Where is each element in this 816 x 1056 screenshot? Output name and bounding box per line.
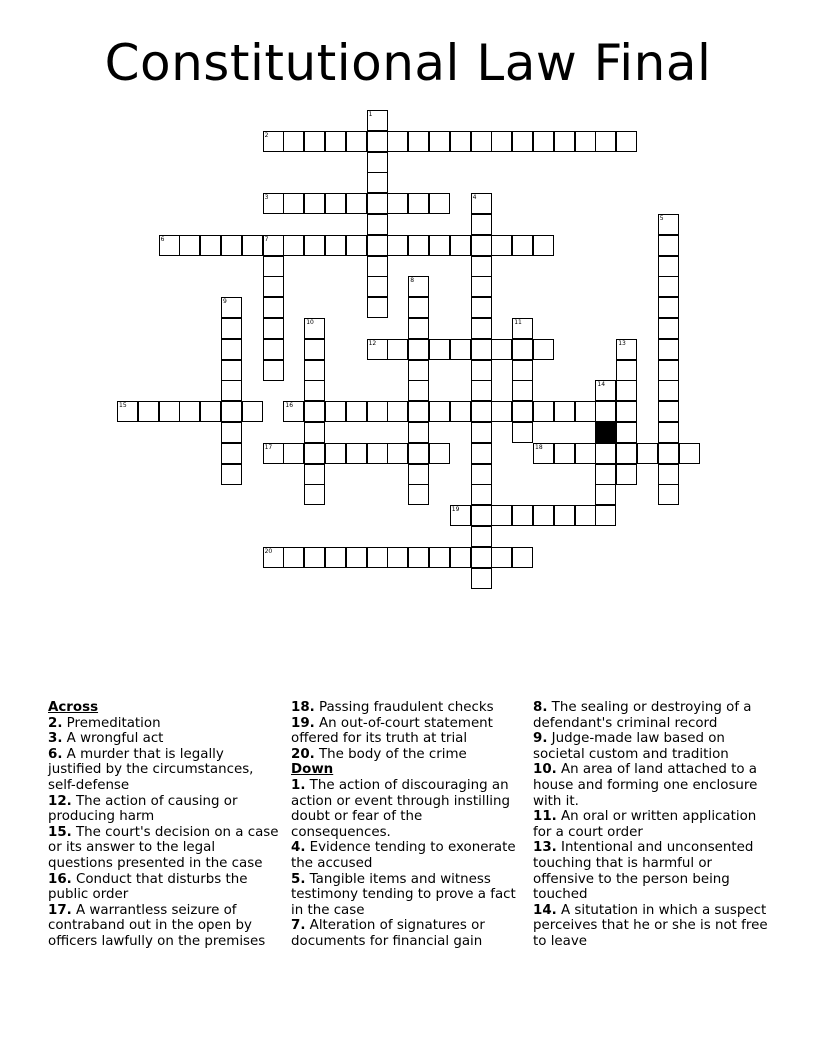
- grid-cell[interactable]: [263, 276, 284, 297]
- clue-text: The action of causing or producing harm: [48, 793, 238, 825]
- grid-cell[interactable]: [325, 131, 346, 152]
- clue-number: 9.: [533, 731, 548, 747]
- grid-cell[interactable]: [471, 131, 492, 152]
- clue-number: 5: [659, 215, 664, 222]
- grid-cell[interactable]: [429, 131, 450, 152]
- grid-cell[interactable]: [408, 276, 429, 297]
- grid-cell[interactable]: [429, 235, 450, 256]
- grid-cell[interactable]: [512, 401, 533, 422]
- clue-column-1: [48, 700, 280, 950]
- clue-number: 13: [618, 339, 626, 347]
- clue-across: [291, 700, 523, 716]
- grid-cell[interactable]: [512, 131, 533, 152]
- grid-cell[interactable]: [367, 235, 388, 256]
- clue-down: [291, 918, 523, 949]
- clue-number: 7.: [291, 918, 306, 934]
- grid-cell[interactable]: [159, 401, 180, 422]
- grid-cell[interactable]: [387, 193, 408, 214]
- grid-cell[interactable]: [533, 505, 554, 526]
- grid-cell[interactable]: [325, 401, 346, 422]
- clue-number: 8.: [533, 700, 548, 715]
- clue-number: 20.: [291, 746, 315, 762]
- clue-number: 14: [597, 381, 606, 389]
- grid-cell[interactable]: [533, 131, 554, 152]
- grid-cell[interactable]: [304, 131, 325, 152]
- grid-cell[interactable]: [387, 339, 408, 360]
- clue-down: [291, 872, 523, 919]
- grid-cell[interactable]: [429, 547, 450, 568]
- grid-cell[interactable]: [595, 464, 616, 485]
- clue-text: Conduct that disturbs the public order: [48, 871, 248, 903]
- clue-number: 4.: [291, 840, 306, 856]
- grid-cell[interactable]: [387, 443, 408, 464]
- grid-cell[interactable]: [575, 505, 596, 526]
- grid-cell[interactable]: [408, 235, 429, 256]
- grid-cell[interactable]: [408, 360, 429, 381]
- grid-cell[interactable]: [471, 235, 492, 256]
- grid-cell[interactable]: [575, 401, 596, 422]
- clue-number: 13.: [533, 840, 557, 856]
- grid-cell[interactable]: [283, 401, 304, 422]
- grid-cell[interactable]: [658, 318, 679, 339]
- grid-cell[interactable]: [200, 235, 221, 256]
- grid-cell[interactable]: [304, 360, 325, 381]
- clue-down: [533, 809, 771, 840]
- grid-cell[interactable]: [429, 401, 450, 422]
- grid-cell[interactable]: [325, 235, 346, 256]
- grid-cell[interactable]: [658, 464, 679, 485]
- grid-cell[interactable]: [408, 422, 429, 443]
- grid-cell[interactable]: [616, 131, 637, 152]
- grid-cell[interactable]: [221, 401, 242, 422]
- grid-cell[interactable]: [658, 380, 679, 401]
- clue-number: 2.: [48, 715, 63, 731]
- clue-number: 15.: [48, 824, 72, 840]
- grid-cell[interactable]: [304, 339, 325, 360]
- grid-cell[interactable]: [283, 443, 304, 464]
- grid-cell[interactable]: [138, 401, 159, 422]
- grid-cell[interactable]: [679, 443, 700, 464]
- grid-cell[interactable]: [575, 131, 596, 152]
- grid-cell[interactable]: [408, 193, 429, 214]
- clue-text: Alteration of signatures or documents for financial gain: [291, 918, 485, 949]
- grid-cell[interactable]: [367, 131, 388, 152]
- grid-cell[interactable]: [242, 401, 263, 422]
- grid-cell[interactable]: [637, 443, 658, 464]
- clue-down: [533, 762, 771, 809]
- grid-cell[interactable]: [263, 235, 284, 256]
- grid-cell[interactable]: [367, 297, 388, 318]
- grid-cell[interactable]: [221, 339, 242, 360]
- clue-column-2: [291, 700, 523, 950]
- grid-cell[interactable]: [658, 339, 679, 360]
- grid-cell[interactable]: [471, 360, 492, 381]
- grid-cell[interactable]: [471, 380, 492, 401]
- clue-text: A wrongful act: [66, 731, 164, 747]
- grid-cell[interactable]: [471, 526, 492, 547]
- clue-number: 16: [285, 402, 294, 410]
- grid-cell[interactable]: [304, 235, 325, 256]
- grid-cell[interactable]: [512, 318, 533, 339]
- clue-across: [48, 903, 280, 950]
- grid-cell[interactable]: [304, 422, 325, 443]
- clue-number: 3: [264, 194, 269, 202]
- grid-cell[interactable]: [117, 401, 138, 422]
- clue-number: 12: [368, 339, 377, 347]
- grid-cell[interactable]: [471, 547, 492, 568]
- grid-cell[interactable]: [471, 505, 492, 526]
- clue-down: [533, 700, 771, 731]
- clue-number: 18: [535, 443, 543, 451]
- grid-cell[interactable]: [554, 131, 575, 152]
- grid-cell[interactable]: [595, 380, 616, 401]
- grid-cell[interactable]: [616, 443, 637, 464]
- grid-cell[interactable]: [367, 152, 388, 173]
- grid-cell[interactable]: [263, 360, 284, 381]
- grid-cell[interactable]: [450, 505, 471, 526]
- grid-cell[interactable]: [304, 484, 325, 505]
- across-header: Across: [48, 700, 99, 715]
- grid-cell[interactable]: [533, 339, 554, 360]
- clue-number: 20: [264, 547, 273, 555]
- grid-cell[interactable]: [471, 214, 492, 235]
- grid-cell[interactable]: [325, 547, 346, 568]
- grid-cell[interactable]: [533, 235, 554, 256]
- grid-cell[interactable]: [387, 235, 408, 256]
- clue-number: 17.: [48, 902, 72, 918]
- clue-down: [533, 840, 771, 902]
- grid-cell[interactable]: [429, 339, 450, 360]
- clue-number: 3.: [48, 731, 63, 747]
- grid-cell[interactable]: [367, 256, 388, 277]
- grid-cell[interactable]: [242, 235, 263, 256]
- clue-text: An oral or written application for a court order: [533, 809, 757, 840]
- grid-cell[interactable]: [283, 547, 304, 568]
- grid-cell[interactable]: [367, 193, 388, 214]
- grid-cell[interactable]: [179, 401, 200, 422]
- grid-cell[interactable]: [304, 547, 325, 568]
- grid-cell[interactable]: [346, 401, 367, 422]
- grid-cell[interactable]: [658, 443, 679, 464]
- grid-cell[interactable]: [595, 443, 616, 464]
- clue-down: [533, 903, 771, 950]
- clue-number: 5.: [291, 871, 306, 887]
- grid-cell[interactable]: [346, 235, 367, 256]
- grid-cell[interactable]: [491, 547, 512, 568]
- grid-cell[interactable]: [408, 131, 429, 152]
- grid-cell[interactable]: [346, 443, 367, 464]
- grid-cell[interactable]: [595, 131, 616, 152]
- grid-cell[interactable]: [450, 235, 471, 256]
- clue-number: 6: [160, 235, 165, 243]
- grid-cell[interactable]: [221, 297, 242, 318]
- grid-cell[interactable]: [533, 401, 554, 422]
- clue-number: 4: [472, 194, 477, 202]
- grid-cell[interactable]: [367, 276, 388, 297]
- grid-cell[interactable]: [450, 401, 471, 422]
- grid-cell[interactable]: [658, 401, 679, 422]
- grid-cell[interactable]: [408, 484, 429, 505]
- grid-cell[interactable]: [367, 547, 388, 568]
- grid-cell[interactable]: [221, 464, 242, 485]
- grid-cell[interactable]: [554, 505, 575, 526]
- grid-cell[interactable]: [512, 505, 533, 526]
- grid-cell[interactable]: [471, 484, 492, 505]
- clue-text: Tangible items and witness testimony tending to prove a fact in the case: [291, 871, 516, 918]
- grid-cell[interactable]: [263, 318, 284, 339]
- grid-cell[interactable]: [471, 256, 492, 277]
- clue-text: Intentional and unconsented touching that is harmful or offensive to the person being touched: [533, 840, 754, 903]
- grid-cell[interactable]: [200, 401, 221, 422]
- clue-column-3: [533, 700, 771, 950]
- grid-cell[interactable]: [221, 380, 242, 401]
- grid-cell[interactable]: [616, 401, 637, 422]
- clue-number: 14.: [533, 902, 557, 918]
- clue-text: Judge-made law based on societal custom and tradition: [533, 731, 729, 762]
- clue-text: A warrantless seizure of contraband out in the open by officers lawfully on the premises: [48, 902, 266, 949]
- clue-text: Passing fraudulent checks: [319, 700, 494, 715]
- grid-cell[interactable]: [554, 401, 575, 422]
- grid-cell[interactable]: [159, 235, 180, 256]
- grid-cell[interactable]: [367, 401, 388, 422]
- clue-text: The action of discouraging an action or event through instilling doubt or fear of the consequences.: [291, 777, 510, 840]
- grid-cell[interactable]: [658, 276, 679, 297]
- grid-cell[interactable]: [616, 464, 637, 485]
- grid-cell[interactable]: [512, 339, 533, 360]
- grid-cell[interactable]: [221, 422, 242, 443]
- clue-number: 2: [264, 131, 269, 139]
- grid-cell[interactable]: [575, 443, 596, 464]
- grid-cell[interactable]: [533, 443, 554, 464]
- down-header: Down: [291, 762, 334, 778]
- grid-cell[interactable]: [408, 297, 429, 318]
- clue-across: [48, 747, 280, 794]
- grid-cell[interactable]: [658, 360, 679, 381]
- grid-cell[interactable]: [658, 484, 679, 505]
- grid-cell[interactable]: [387, 547, 408, 568]
- grid-cell[interactable]: [595, 505, 616, 526]
- clue-across: [48, 794, 280, 825]
- grid-cell[interactable]: [304, 318, 325, 339]
- grid-cell[interactable]: [179, 235, 200, 256]
- clue-text: The body of the crime: [319, 746, 467, 762]
- grid-cell[interactable]: [304, 401, 325, 422]
- grid-cell[interactable]: [616, 422, 637, 443]
- clue-number: 10: [306, 319, 314, 326]
- clue-number: 15: [119, 402, 127, 410]
- grid-cell[interactable]: [658, 297, 679, 318]
- clue-number: 18.: [291, 700, 315, 715]
- grid-cell[interactable]: [263, 131, 284, 152]
- grid-cell[interactable]: [304, 464, 325, 485]
- grid-cell[interactable]: [512, 360, 533, 381]
- grid-cell[interactable]: [325, 443, 346, 464]
- clue-text: The court's decision on a case or its answer to the legal questions presented in the case: [48, 824, 279, 871]
- grid-cell[interactable]: [283, 193, 304, 214]
- clue-across: [48, 731, 280, 747]
- grid-cell[interactable]: [263, 193, 284, 214]
- clue-text: An area of land attached to a house and forming one enclosure with it.: [533, 762, 758, 809]
- grid-cell[interactable]: [263, 547, 284, 568]
- grid-cell[interactable]: [221, 235, 242, 256]
- clue-number: 12.: [48, 793, 72, 809]
- grid-cell[interactable]: [221, 318, 242, 339]
- grid-cell[interactable]: [471, 568, 492, 589]
- grid-cell[interactable]: [221, 360, 242, 381]
- grid-cell[interactable]: [491, 505, 512, 526]
- clue-text: A situtation in which a suspect perceives that he or she is not free to leave: [533, 902, 768, 949]
- clue-number: 1: [368, 111, 373, 118]
- grid-cell[interactable]: [408, 318, 429, 339]
- grid-cell[interactable]: [491, 401, 512, 422]
- grid-cell[interactable]: [471, 401, 492, 422]
- grid-cell[interactable]: [512, 422, 533, 443]
- grid-cell[interactable]: [471, 339, 492, 360]
- clue-down: [291, 778, 523, 840]
- grid-cell[interactable]: [471, 193, 492, 214]
- grid-cell[interactable]: [283, 235, 304, 256]
- clue-number: 11: [514, 319, 522, 326]
- grid-cell[interactable]: [367, 339, 388, 360]
- grid-cell[interactable]: [595, 401, 616, 422]
- grid-cell[interactable]: [491, 131, 512, 152]
- grid-cell[interactable]: [512, 380, 533, 401]
- grid-cell[interactable]: [263, 443, 284, 464]
- grid-cell[interactable]: [450, 547, 471, 568]
- clue-number: 7: [264, 235, 269, 243]
- grid-cell[interactable]: [471, 297, 492, 318]
- grid-cell[interactable]: [595, 484, 616, 505]
- grid-cell[interactable]: [471, 443, 492, 464]
- grid-cell[interactable]: [408, 339, 429, 360]
- clue-text: Evidence tending to exonerate the accused: [291, 840, 516, 871]
- clue-number: 19: [451, 506, 460, 514]
- clue-across: [48, 716, 280, 732]
- clue-text: The sealing or destroying of a defendant's criminal record: [533, 700, 752, 731]
- grid-cell[interactable]: [658, 256, 679, 277]
- grid-cell[interactable]: [471, 276, 492, 297]
- grid-cell[interactable]: [346, 547, 367, 568]
- clue-number: 8: [410, 277, 415, 285]
- clue-number: 9: [223, 298, 227, 306]
- grid-cell[interactable]: [367, 110, 388, 131]
- grid-cell[interactable]: [616, 339, 637, 360]
- grid-cell[interactable]: [512, 547, 533, 568]
- grid-cell[interactable]: [450, 131, 471, 152]
- grid-cell[interactable]: [367, 214, 388, 235]
- clue-number: 19.: [291, 715, 315, 731]
- grid-cell[interactable]: [263, 297, 284, 318]
- grid-cell[interactable]: [491, 339, 512, 360]
- clue-across: [48, 825, 280, 872]
- grid-cell[interactable]: [304, 193, 325, 214]
- clue-text: An out-of-court statement offered for its truth at trial: [291, 715, 493, 747]
- clue-across: [291, 747, 523, 763]
- clue-number: 1.: [291, 777, 306, 793]
- grid-cell[interactable]: [408, 443, 429, 464]
- grid-cell[interactable]: [658, 235, 679, 256]
- clue-down: [533, 731, 771, 762]
- grid-cell[interactable]: [450, 339, 471, 360]
- clue-text: Premeditation: [66, 715, 161, 731]
- grid-cell[interactable]: [283, 131, 304, 152]
- grid-cell[interactable]: [325, 193, 346, 214]
- grid-cell[interactable]: [221, 443, 242, 464]
- clue-text: A murder that is legally justified by the circumstances, self-defense: [48, 746, 254, 793]
- clue-number: 16.: [48, 871, 72, 887]
- page-title: Constitutional Law Final: [104, 34, 712, 92]
- grid-cell[interactable]: [387, 131, 408, 152]
- grid-cell[interactable]: [471, 464, 492, 485]
- grid-cell[interactable]: [554, 443, 575, 464]
- grid-cell[interactable]: [616, 360, 637, 381]
- grid-cell[interactable]: [512, 235, 533, 256]
- grid-cell[interactable]: [263, 256, 284, 277]
- clue-number: 17: [264, 443, 273, 451]
- grid-cell[interactable]: [408, 380, 429, 401]
- black-cell: [595, 422, 616, 443]
- grid-cell[interactable]: [346, 131, 367, 152]
- grid-cell[interactable]: [471, 318, 492, 339]
- clue-number: 11.: [533, 809, 557, 825]
- grid-cell[interactable]: [429, 193, 450, 214]
- clue-down: [291, 840, 523, 871]
- grid-cell[interactable]: [304, 380, 325, 401]
- grid-cell[interactable]: [491, 235, 512, 256]
- grid-cell[interactable]: [346, 193, 367, 214]
- grid-cell[interactable]: [304, 443, 325, 464]
- grid-cell[interactable]: [471, 422, 492, 443]
- grid-cell[interactable]: [367, 172, 388, 193]
- grid-cell[interactable]: [367, 443, 388, 464]
- grid-cell[interactable]: [429, 443, 450, 464]
- clue-across: [291, 716, 523, 747]
- grid-cell[interactable]: [408, 547, 429, 568]
- grid-cell[interactable]: [408, 464, 429, 485]
- grid-cell[interactable]: [658, 422, 679, 443]
- grid-cell[interactable]: [616, 380, 637, 401]
- clue-across: [48, 872, 280, 903]
- grid-cell[interactable]: [408, 401, 429, 422]
- clue-number: 6.: [48, 746, 63, 762]
- grid-cell[interactable]: [263, 339, 284, 360]
- grid-cell[interactable]: [658, 214, 679, 235]
- grid-cell[interactable]: [387, 401, 408, 422]
- clue-number: 10.: [533, 762, 557, 778]
